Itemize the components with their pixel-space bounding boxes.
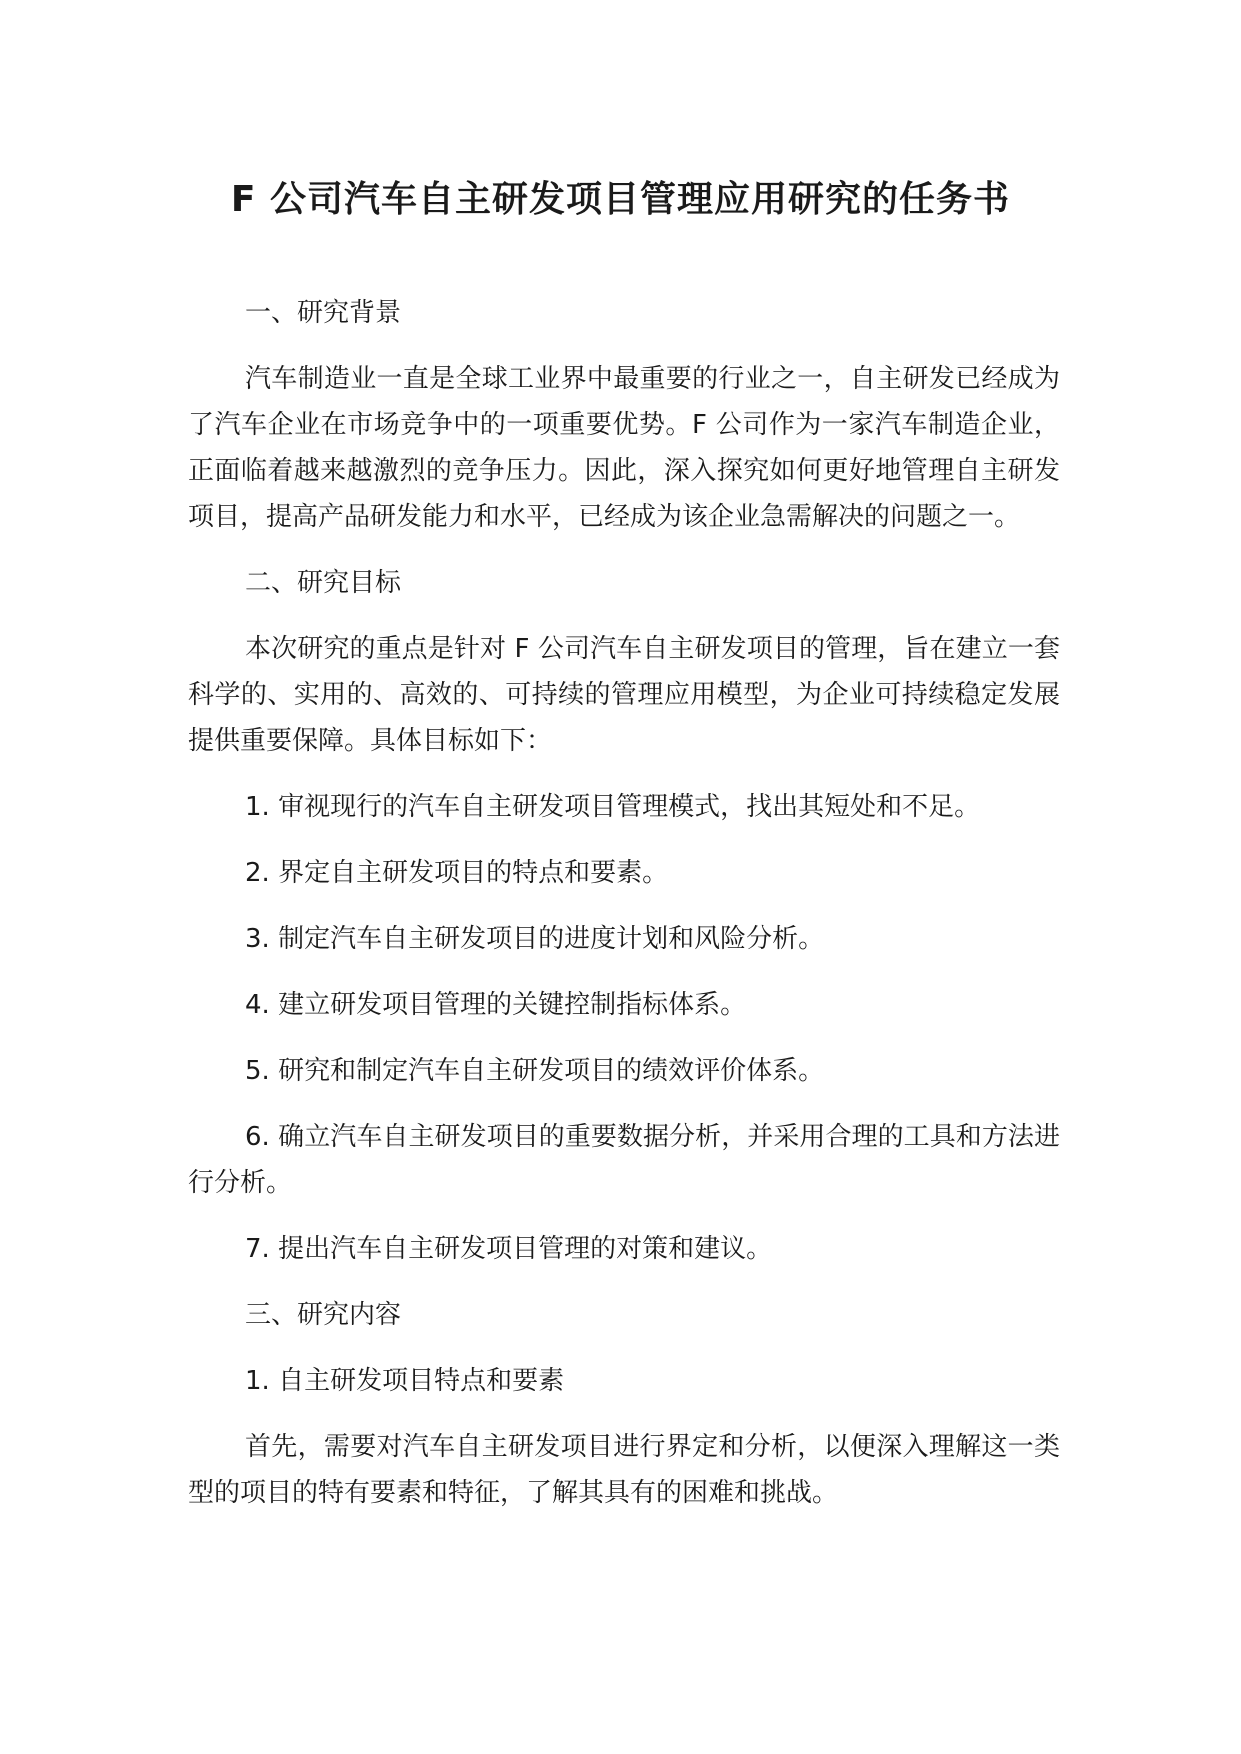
- section-heading-content: 三、研究内容: [245, 1300, 402, 1330]
- goal-item-5: 5. 研究和制定汽车自主研发项目的绩效评价体系。: [245, 1056, 825, 1086]
- goal-item-1: 1. 审视现行的汽车自主研发项目管理模式，找出其短处和不足。: [245, 792, 981, 822]
- document-title: F 公司汽车自主研发项目管理应用研究的任务书: [230, 179, 1011, 220]
- section-heading-background: 一、研究背景: [245, 298, 402, 328]
- goal-item-2: 2. 界定自主研发项目的特点和要素。: [245, 858, 669, 888]
- paragraph-goals-intro: 本次研究的重点是针对 F 公司汽车自主研发项目的管理，旨在建立一套科学的、实用的、高效的、可持续的管理应用模型，为企业可持续稳定发展提供重要保障。具体目标如下：: [188, 634, 1060, 756]
- goal-item-7: 7. 提出汽车自主研发项目管理的对策和建议。: [245, 1234, 773, 1264]
- paragraph-features: 首先，需要对汽车自主研发项目进行界定和分析，以便深入理解这一类型的项目的特有要素和特征，了解其具有的困难和挑战。: [188, 1432, 1060, 1508]
- goal-item-3: 3. 制定汽车自主研发项目的进度计划和风险分析。: [245, 924, 825, 954]
- subsection-heading-features: 1. 自主研发项目特点和要素: [245, 1366, 565, 1396]
- document-body: [188, 290, 1060, 1536]
- goal-item-4: 4. 建立研发项目管理的关键控制指标体系。: [245, 990, 747, 1020]
- goal-item-6: 6. 确立汽车自主研发项目的重要数据分析，并采用合理的工具和方法进行分析。: [188, 1122, 1060, 1198]
- section-heading-goals: 二、研究目标: [245, 568, 402, 598]
- paragraph-background: 汽车制造业一直是全球工业界中最重要的行业之一，自主研发已经成为了汽车企业在市场竞争中的一项重要优势。F 公司作为一家汽车制造企业，正面临着越来越激烈的竞争压力。因此，深入探究如何更好地管理自主研发项目，提高产品研发能力和水平，已经成为该企业急需解决的问题之一。: [188, 364, 1060, 532]
